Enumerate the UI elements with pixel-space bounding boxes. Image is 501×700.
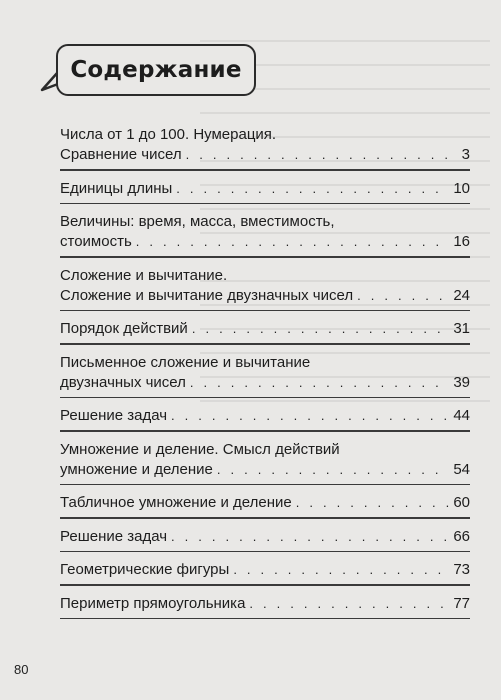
dot-leader <box>136 232 450 252</box>
toc-entry-text: Сравнение чисел <box>60 146 182 163</box>
toc-entry-text: Порядок действий <box>60 320 188 337</box>
dot-leader <box>296 493 450 513</box>
toc-section <box>60 179 470 205</box>
toc-section-heading: Сложение и вычитание. <box>60 266 228 284</box>
toc-section <box>60 266 470 312</box>
toc-section <box>60 125 470 171</box>
toc-entry-text: Табличное умножение и деление <box>60 494 292 511</box>
dot-leader <box>186 145 452 165</box>
toc-entry-text: двузначных чисел <box>60 373 186 391</box>
toc-entry[interactable] <box>60 594 470 614</box>
toc-entry-text: стоимость <box>60 233 132 250</box>
divider <box>60 169 470 171</box>
toc-entry-text: Единицы длины <box>60 179 173 197</box>
toc-entry[interactable] <box>60 493 470 513</box>
toc-page-number: 39 <box>453 373 470 391</box>
divider <box>60 203 470 205</box>
toc-page-number: 54 <box>453 460 470 478</box>
divider <box>60 310 470 312</box>
divider <box>60 256 470 258</box>
dot-leader <box>190 373 449 393</box>
toc-page-number: 10 <box>453 179 470 197</box>
toc-page-number: 31 <box>453 320 470 337</box>
table-of-contents <box>60 125 470 627</box>
toc-entry[interactable] <box>60 145 470 165</box>
toc-section <box>60 353 470 399</box>
toc-entry[interactable] <box>60 527 470 547</box>
contents-title-box <box>56 44 256 96</box>
divider <box>60 397 470 399</box>
toc-entry-text: Сложение и вычитание двузначных чисел <box>60 286 354 304</box>
dot-leader <box>233 560 449 580</box>
toc-page-number: 66 <box>453 527 470 545</box>
toc-entry[interactable] <box>60 232 470 252</box>
dot-leader <box>192 319 449 339</box>
toc-entry[interactable] <box>60 560 470 580</box>
toc-entry[interactable] <box>60 319 470 339</box>
dot-leader <box>171 406 449 426</box>
toc-page-number: 77 <box>453 594 470 612</box>
dot-leader <box>217 460 449 480</box>
toc-entry-text: Решение задач <box>60 527 168 545</box>
toc-entry-text: Решение задач <box>60 407 168 424</box>
toc-section <box>60 440 470 486</box>
toc-entry[interactable] <box>60 460 470 480</box>
toc-section <box>60 212 470 258</box>
dot-leader <box>176 179 449 199</box>
toc-section-heading: Числа от 1 до 100. Нумерация. <box>60 126 277 143</box>
toc-section <box>60 527 470 553</box>
divider <box>60 343 470 345</box>
divider <box>60 584 470 586</box>
dot-leader <box>171 527 449 547</box>
page-number: 80 <box>14 662 29 677</box>
toc-section <box>60 319 470 345</box>
divider <box>60 430 470 432</box>
toc-entry-text: Периметр прямоугольника <box>60 594 246 612</box>
divider <box>60 484 470 486</box>
dot-leader <box>249 594 449 614</box>
toc-section <box>60 560 470 586</box>
toc-entry[interactable] <box>60 373 470 393</box>
toc-section <box>60 406 470 432</box>
divider <box>60 517 470 519</box>
toc-page-number: 24 <box>453 286 470 304</box>
toc-section <box>60 493 470 519</box>
toc-entry-text: Величины: время, масса, вместимость, <box>60 213 335 230</box>
toc-page-number: 60 <box>453 494 470 511</box>
dot-leader <box>357 286 449 306</box>
toc-section <box>60 594 470 620</box>
toc-page-number: 44 <box>453 407 470 424</box>
toc-entry-text: умножение и деление <box>60 460 213 478</box>
toc-page-number: 16 <box>453 233 470 250</box>
toc-entry[interactable] <box>60 286 470 306</box>
toc-entry[interactable] <box>60 406 470 426</box>
toc-entry-text: Умножение и деление. Смысл действий <box>60 440 340 458</box>
toc-page-number: 73 <box>453 561 470 578</box>
page-title: Содержание <box>70 57 242 83</box>
divider <box>60 618 470 620</box>
toc-entry-text: Письменное сложение и вычитание <box>60 353 311 371</box>
toc-entry-text: Геометрические фигуры <box>60 561 230 578</box>
toc-entry[interactable] <box>60 179 470 199</box>
divider <box>60 551 470 553</box>
toc-page-number: 3 <box>461 146 470 163</box>
